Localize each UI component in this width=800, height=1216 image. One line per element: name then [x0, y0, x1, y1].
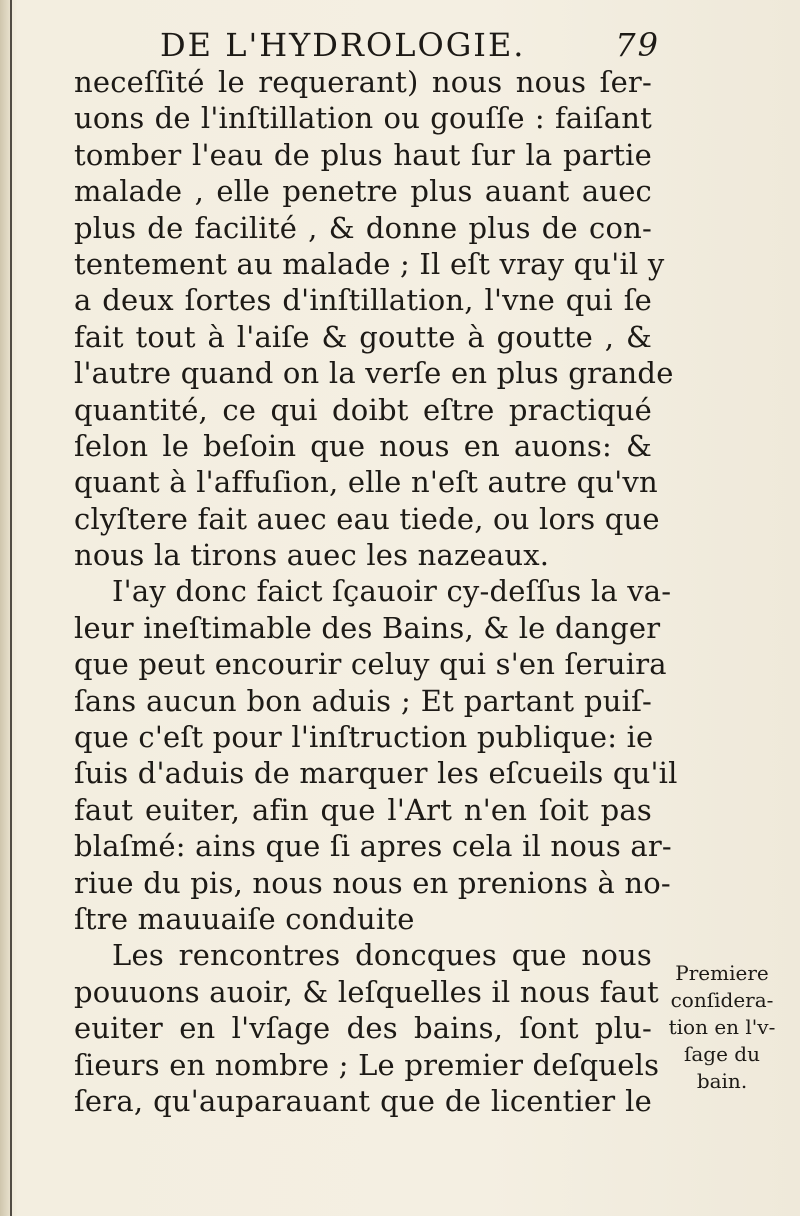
text-line: uons de l'inſtillation ou gouſſe : faiſant	[74, 101, 652, 136]
main-text-block	[74, 64, 678, 1119]
marginal-note-line: ſage du	[683, 1042, 760, 1066]
text-line: riue du pis, nous nous en prenions à no-	[74, 865, 671, 900]
text-line: pouuons auoir, & leſquelles il nous faut	[74, 974, 659, 1009]
text-line: clyſtere fait auec eau tiede, ou lors que	[74, 501, 660, 536]
text-line: plus de facilité , & donne plus de con-	[74, 210, 652, 245]
binding-rule	[10, 0, 12, 1216]
paragraph-first-line: Les rencontres doncques que nous	[112, 938, 652, 973]
marginal-note-line: Premiere	[675, 961, 769, 985]
text-line: quant à l'affuſion, elle n'eſt autre qu'vn	[74, 465, 658, 500]
marginal-note-line: tion en l'v-	[668, 1015, 776, 1039]
text-line: que c'eſt pour l'inſtruction publique: ie	[74, 720, 654, 755]
text-line: tentement au malade ; Il eſt vray qu'il y	[74, 246, 665, 281]
text-line: euiter en l'vſage des bains, ſont plu-	[74, 1011, 652, 1046]
text-line: tomber l'eau de plus haut ſur la partie	[74, 137, 652, 172]
text-line: malade , elle penetre plus auant auec	[74, 174, 652, 209]
text-line: leur ineſtimable des Bains, & le danger	[74, 610, 661, 645]
page-number: 79	[615, 26, 660, 64]
marginal-note-line: conſidera-	[670, 988, 774, 1012]
paragraph-first-line: I'ay donc faict ſçauoir cy-deſſus la va-	[112, 574, 672, 609]
running-title: DE L'HYDROLOGIE.	[160, 26, 526, 64]
text-line: a deux ſortes d'inſtillation, l'vne qui ſe	[74, 283, 652, 318]
text-line: quantité, ce qui doibt eſtre practiqué	[74, 392, 652, 427]
text-line: nous la tirons auec les nazeaux.	[74, 538, 550, 573]
text-line: ſuis d'aduis de marquer les eſcueils qu'il	[74, 756, 678, 791]
text-line: faut euiter, afin que l'Art n'en ſoit pas	[74, 792, 652, 827]
text-line: ſtre mauuaiſe conduite	[74, 901, 415, 936]
text-line: ſans aucun bon aduis ; Et partant puiſ-	[74, 683, 652, 718]
text-line: ſera, qu'auparauant que de licentier le	[74, 1083, 652, 1118]
marginal-note	[658, 960, 786, 1095]
text-line: que peut encourir celuy qui s'en ſeruira	[74, 647, 667, 682]
text-line: neceſſité le requerant) nous nous ſer-	[74, 65, 652, 99]
marginal-note-line: bain.	[696, 1069, 748, 1093]
text-line: fait tout à l'aiſe & goutte à goutte , &	[74, 319, 652, 354]
text-line: ſieurs en nombre ; Le premier deſquels	[74, 1047, 660, 1082]
text-line: blaſmé: ains que ſi apres cela il nous ar-	[74, 829, 672, 864]
text-line: ſelon le beſoin que nous en auons: &	[74, 428, 652, 463]
page-header	[150, 22, 660, 66]
text-line: l'autre quand on la verſe en plus grande	[74, 356, 674, 391]
